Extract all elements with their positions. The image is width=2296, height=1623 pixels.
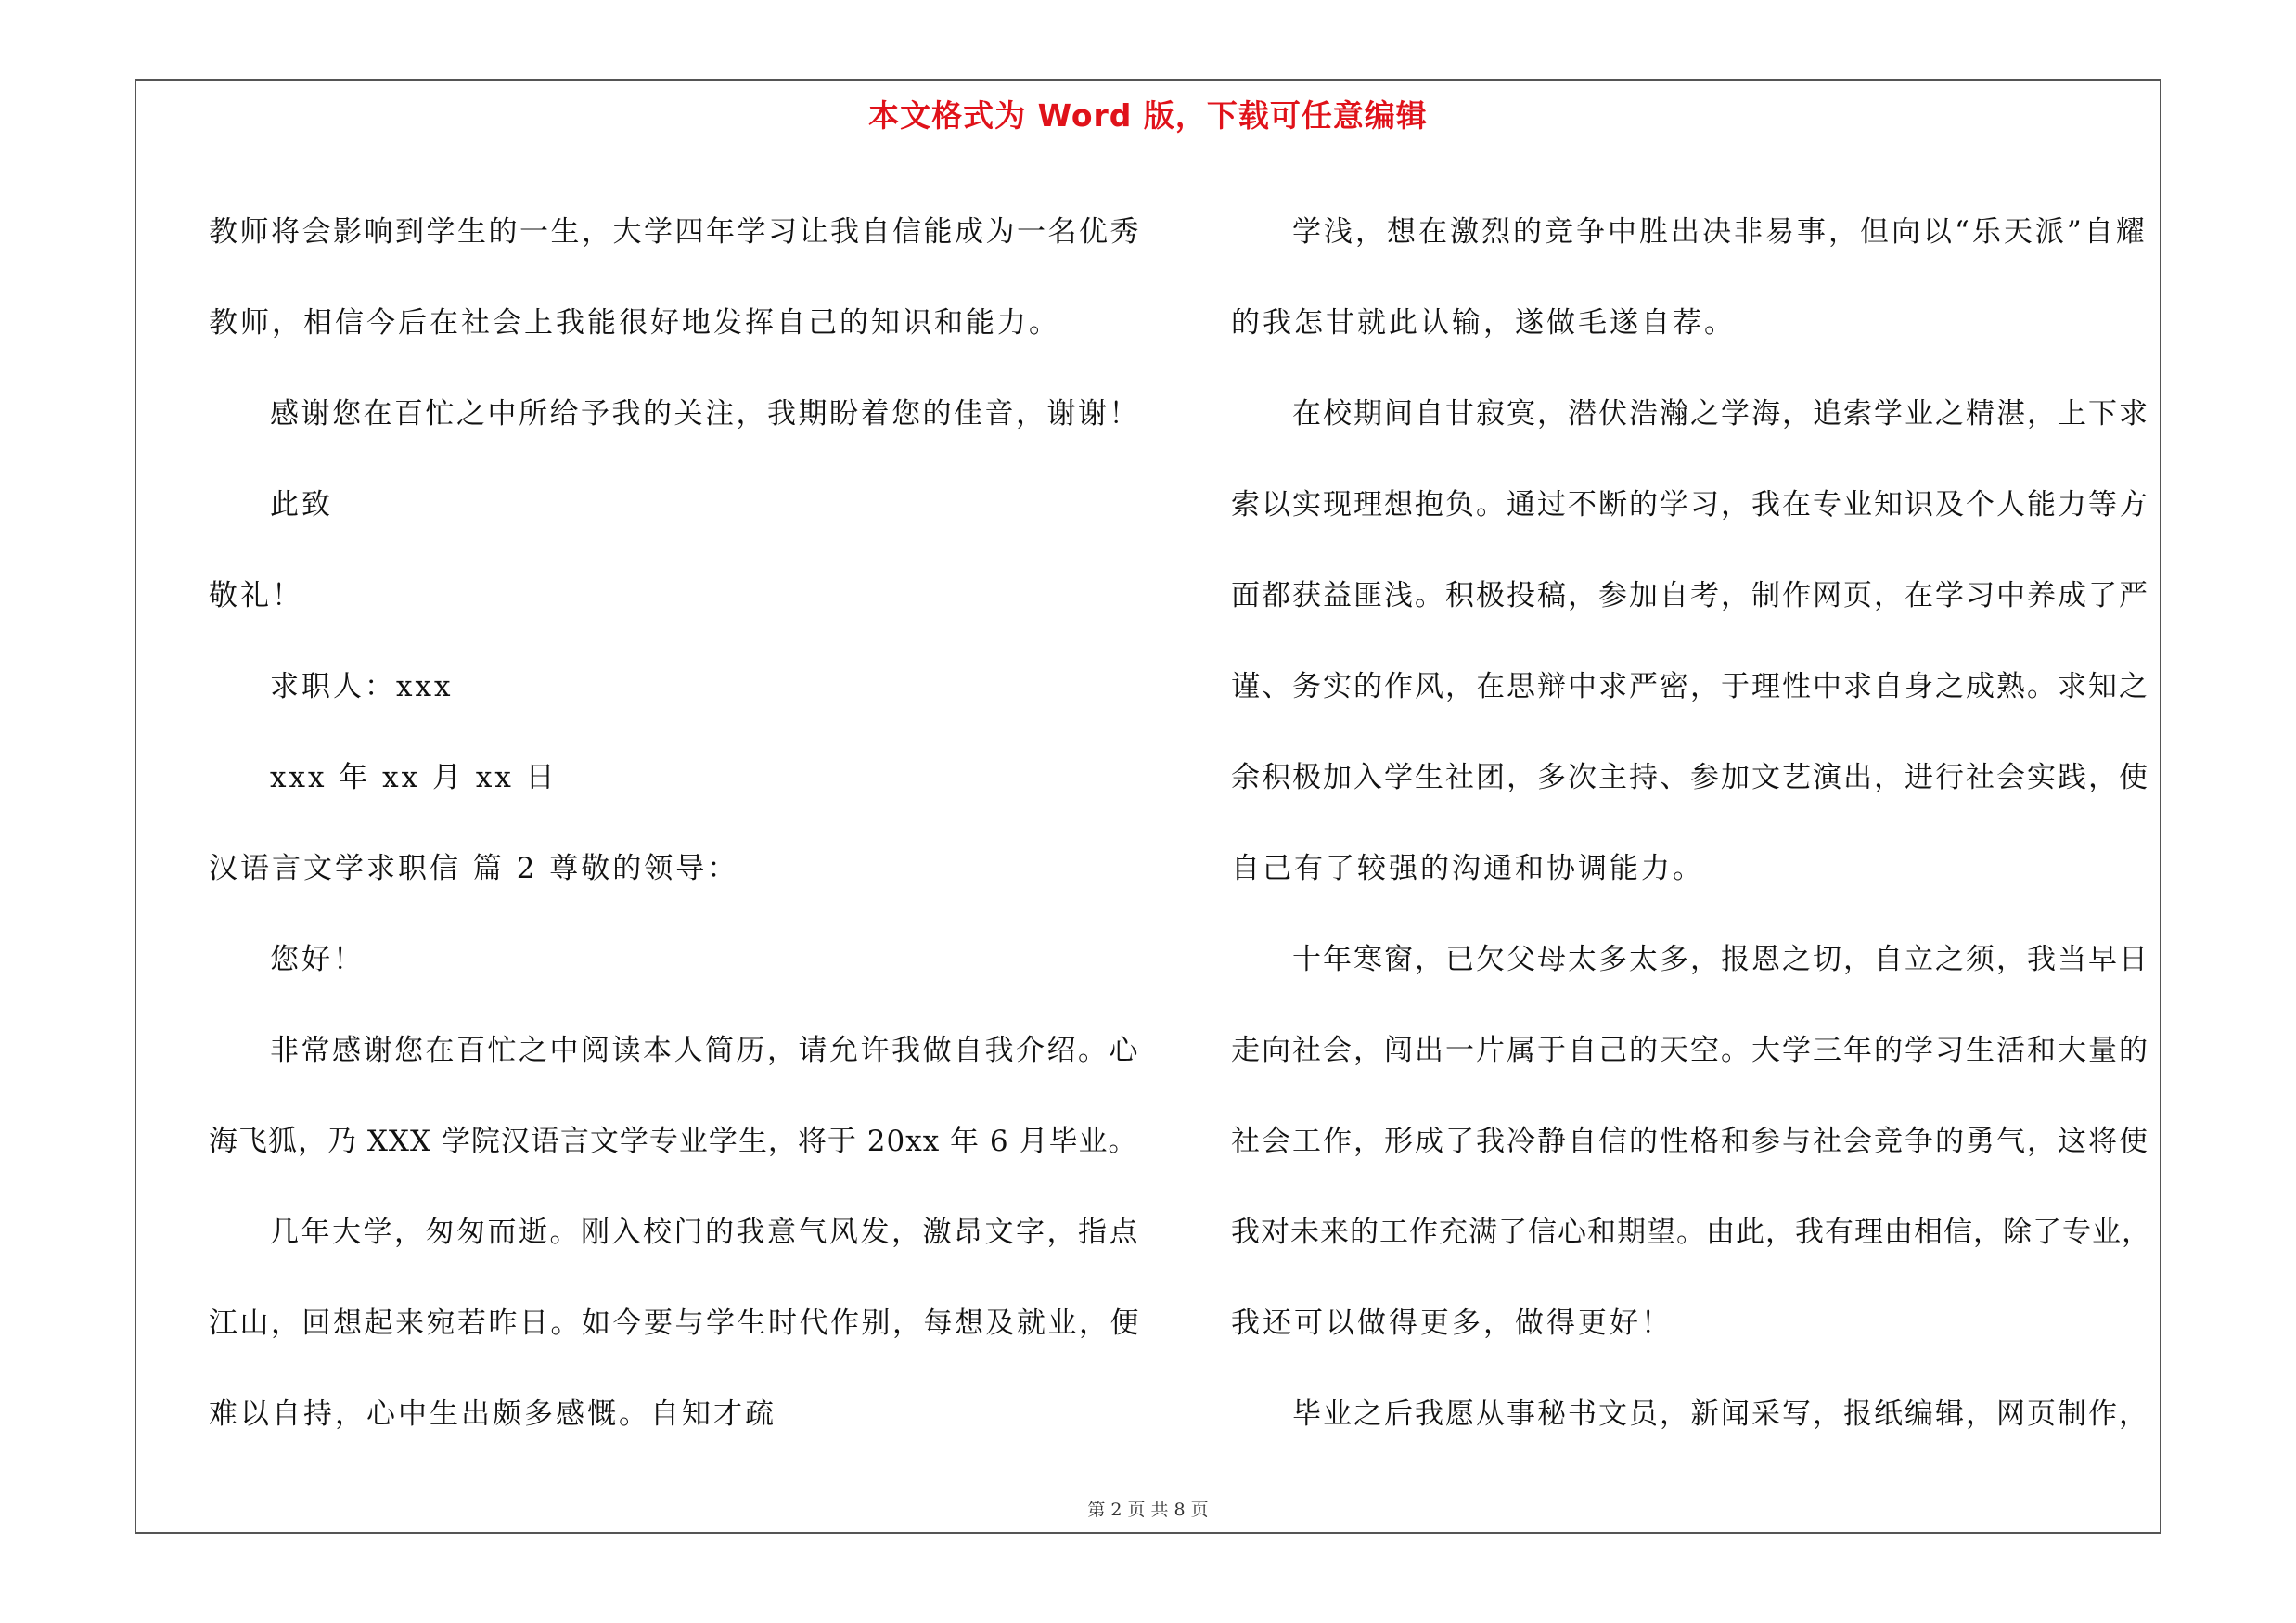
right-column: [1231, 187, 2154, 1460]
text-line: 的我怎甘就此认输，遂做毛遂自荐。: [1231, 306, 1736, 340]
text-line: 江山，回想起来宛若昨日。如今要与学生时代作别，每想及就业，便: [209, 1307, 1141, 1340]
text-line: xxx 年 xx 月 xx 日: [270, 761, 558, 794]
text-line: 汉语言文学求职信 篇 2 尊敬的领导：: [209, 852, 739, 885]
text-line: 自己有了较强的沟通和协调能力。: [1231, 852, 1704, 885]
text-line: 学浅，想在激烈的竞争中胜出决非易事，但向以“乐天派”自耀: [1292, 215, 2148, 249]
text-line: 走向社会，闯出一片属于自己的天空。大学三年的学习生活和大量的: [1231, 1034, 2149, 1067]
page-number: 第 2 页 共 8 页: [1087, 1500, 1209, 1520]
text-line: 面都获益匪浅。积极投稿，参加自考，制作网页，在学习中养成了严: [1231, 579, 2149, 612]
format-banner: 本文格式为 Word 版，下载可任意编辑: [868, 97, 1428, 134]
text-line: 我对未来的工作充满了信心和期望。由此，我有理由相信，除了专业，: [1231, 1216, 2151, 1249]
left-column: [209, 187, 1141, 1460]
text-line: 余积极加入学生社团，多次主持、参加文艺演出，进行社会实践，使: [1231, 761, 2149, 794]
text-line: 敬礼！: [209, 579, 303, 612]
text-line: 十年寒窗，已欠父母太多太多，报恩之切，自立之须，我当早日: [1292, 943, 2149, 976]
text-line: 在校期间自甘寂寞，潜伏浩瀚之学海，追索学业之精湛，上下求: [1292, 397, 2149, 431]
text-line: 求职人：xxx: [270, 670, 454, 703]
text-line: 谨、务实的作风，在思辩中求严密，于理性中求自身之成熟。求知之: [1231, 670, 2149, 703]
text-line: 我还可以做得更多，做得更好！: [1231, 1307, 1673, 1340]
page-frame: [135, 79, 2161, 1534]
text-line: 海飞狐，乃 XXX 学院汉语言文学专业学生，将于 20xx 年 6 月毕业。: [209, 1125, 1138, 1158]
text-line: 毕业之后我愿从事秘书文员，新闻采写，报纸编辑，网页制作，: [1292, 1398, 2149, 1431]
text-line: 教师将会影响到学生的一生，大学四年学习让我自信能成为一名优秀: [209, 215, 1141, 249]
text-line: 索以实现理想抱负。通过不断的学习，我在专业知识及个人能力等方: [1231, 488, 2149, 522]
text-line: 此致: [270, 488, 333, 522]
text-line: 教师，相信今后在社会上我能很好地发挥自己的知识和能力。: [209, 306, 1060, 340]
text-line: 您好！: [270, 943, 365, 976]
text-line: 社会工作，形成了我冷静自信的性格和参与社会竞争的勇气，这将使: [1231, 1125, 2149, 1158]
text-line: 非常感谢您在百忙之中阅读本人简历，请允许我做自我介绍。心: [270, 1034, 1140, 1067]
text-line: 几年大学，匆匆而逝。刚入校门的我意气风发，激昂文字，指点: [270, 1216, 1140, 1249]
text-line: 感谢您在百忙之中所给予我的关注，我期盼着您的佳音，谢谢！: [270, 397, 1140, 431]
text-line: 难以自持，心中生出颇多感慨。自知才疏: [209, 1398, 776, 1431]
